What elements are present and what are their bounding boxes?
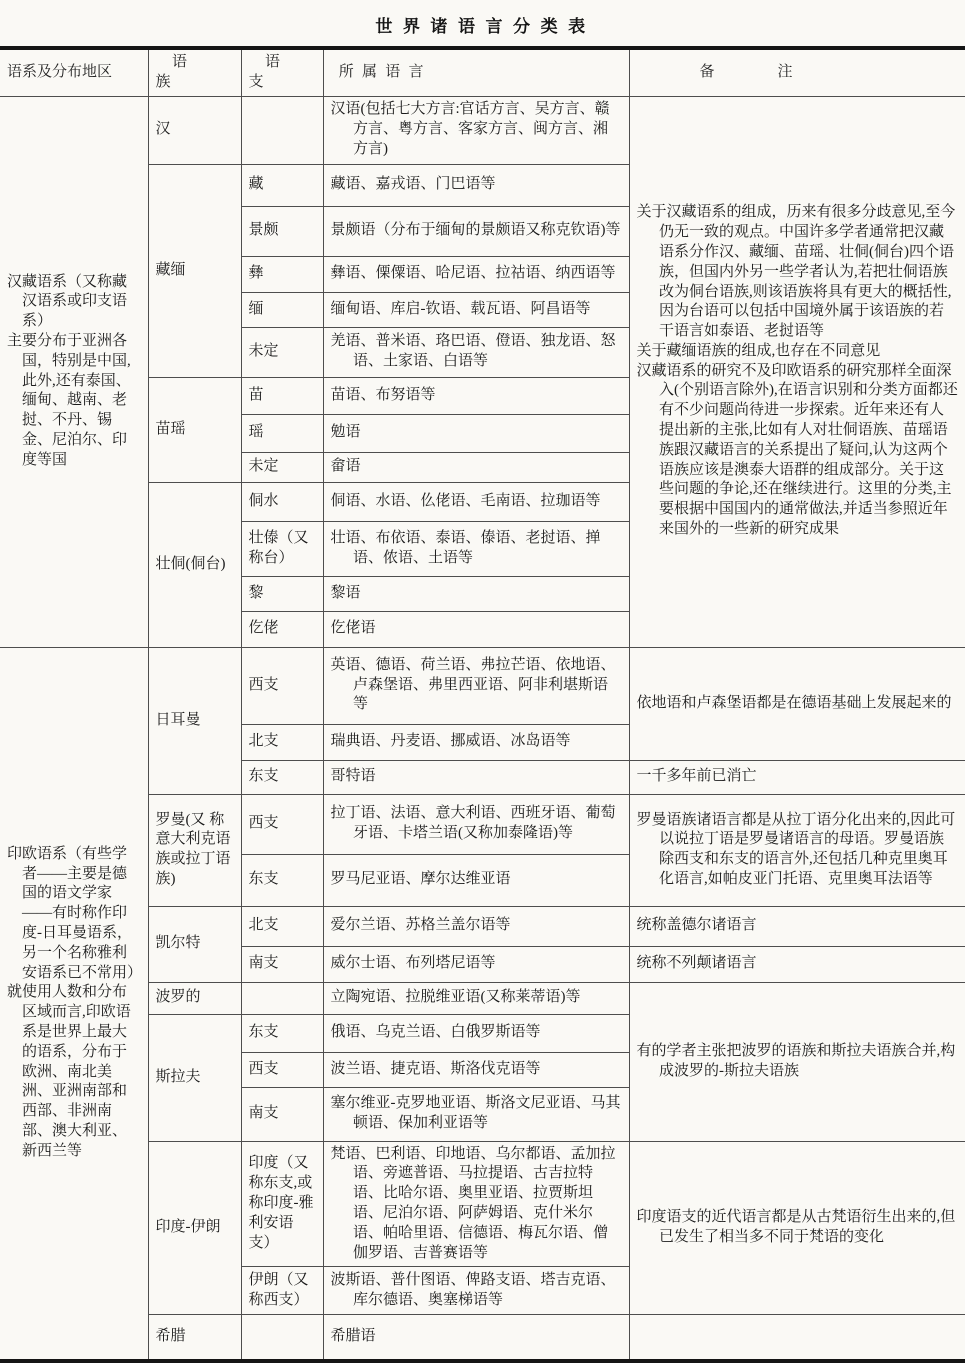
group-germanic: 日耳曼: [148, 647, 241, 794]
header-notes: 备注: [629, 48, 965, 96]
branch-cell: 苗: [241, 377, 323, 414]
table-row: [0, 96, 965, 164]
branch-cell: 景颇: [241, 206, 323, 256]
branch-cell: 北支: [241, 724, 323, 760]
note-cell: [629, 647, 965, 760]
branch-cell: 仡佬: [241, 611, 323, 647]
note-cell: [629, 946, 965, 982]
family-indo-european: [0, 647, 148, 1361]
languages-cell: [323, 452, 629, 482]
page-title: 世界诸语言分类表: [375, 17, 596, 36]
languages-cell: [323, 724, 629, 760]
note-paragraph: 罗曼语族诸语言都是从拉丁语分化出来的,因此可以说拉丁语是罗曼诸语言的母语。罗曼语族除西支和东支的语言外,还包括几种克里奥耳化语言,如帕皮亚门托语、克里奥耳法语等: [636, 811, 956, 887]
languages-text: 威尔士语、布列塔尼语等: [330, 955, 496, 972]
languages-cell: [323, 521, 629, 576]
languages-text: 英语、德语、荷兰语、弗拉芒语、依地语、卢森堡语、弗里西亚语、阿非利堪斯语等: [330, 656, 616, 713]
languages-cell: [323, 647, 629, 724]
branch-cell: 南支: [241, 1087, 323, 1141]
note-cell: [629, 1315, 965, 1361]
branch-cell: 未定: [241, 452, 323, 482]
note-paragraph: 有的学者主张把波罗的语族和斯拉夫语族合并,构成波罗的-斯拉夫语族: [636, 1042, 956, 1079]
note-cell: [629, 760, 965, 794]
languages-text: 塞尔维亚-克罗地亚语、斯洛文尼亚语、马其顿语、保加利亚语等: [330, 1095, 621, 1132]
branch-cell: 瑶: [241, 414, 323, 452]
note-cell-sino-tibetan: [629, 96, 965, 647]
languages-text: 羌语、普米语、珞巴语、僜语、独龙语、怒语、土家语、白语等: [330, 333, 616, 370]
languages-cell: [323, 1087, 629, 1141]
languages-text: 立陶宛语、拉脱维亚语(又称莱蒂语)等: [330, 989, 581, 1006]
languages-text: 苗语、布努语等: [330, 386, 436, 403]
group-celtic: 凯尔特: [148, 906, 241, 982]
note-paragraph: 一千多年前已消亡: [636, 768, 757, 785]
group-miao-yao: 苗瑶: [148, 377, 241, 482]
header-branch: 语支: [241, 48, 323, 96]
languages-cell: [323, 206, 629, 256]
branch-cell: 印度（又称东支,或称印度-雅利安语支）: [241, 1141, 323, 1267]
languages-text: 彝语、傈僳语、哈尼语、拉祜语、纳西语等: [330, 265, 616, 282]
languages-cell: [323, 1267, 629, 1315]
languages-cell: [323, 906, 629, 946]
languages-cell: [323, 292, 629, 327]
family-paragraph: 主要分布于亚洲各国，特别是中国,此外,还有泰国、缅甸、越南、老挝、不丹、锡金、尼泊尔、印度等国: [7, 333, 131, 468]
languages-cell: [323, 982, 629, 1014]
note-paragraph: 依地语和卢森堡语都是在德语基础上发展起来的: [636, 694, 952, 711]
languages-text: 希腊语: [330, 1328, 376, 1345]
languages-cell: [323, 96, 629, 164]
note-paragraph: 汉藏语系的研究不及印欧语系的研究那样全面深入(个别语言除外),在语言识别和分类方面都还有不少问题尚待进一步探索。近年来还有人提出新的主张,比如有人对壮侗语族、苗瑶语族跟汉藏语言的关系提出了疑问,认为这两个语族应该是澳泰大语群的组成部分。关于这些问题的争论,还在继续进行。这里的分类,主要根据中国国内的通常做法,并适当参照近年来国外的一些新的研究成果: [636, 362, 958, 538]
branch-cell: 东支: [241, 760, 323, 794]
languages-cell: [323, 164, 629, 206]
branch-cell: 侗水: [241, 482, 323, 521]
languages-text: 拉丁语、法语、意大利语、西班牙语、葡萄牙语、卡塔兰语(又称加泰隆语)等: [330, 805, 616, 842]
branch-cell: [241, 982, 323, 1014]
languages-cell: [323, 854, 629, 906]
languages-text: 梵语、巴利语、印地语、乌尔都语、孟加拉语、旁遮普语、马拉提语、古吉拉特语、比哈尔语、奥里亚语、拉贾斯坦语、尼泊尔语、阿萨姆语、克什米尔语、帕哈里语、信德语、梅瓦尔语、僧伽罗语、吉普赛语等: [330, 1145, 616, 1261]
languages-text: 波斯语、普什图语、俾路支语、塔吉克语、库尔德语、奥塞梯语等: [330, 1272, 616, 1308]
family-paragraph: 印欧语系（有些学者——主要是德国的语文学家——有时称作印度-日耳曼语系，另一个名称雅利安语系已不常用）: [7, 845, 143, 981]
group-indo-iranian: 印度-伊朗: [148, 1141, 241, 1315]
header-family: 语系及分布地区: [0, 48, 148, 96]
branch-cell: 未定: [241, 327, 323, 377]
header-row: [0, 48, 965, 96]
branch-cell: 黎: [241, 576, 323, 611]
languages-text: 景颇语（分布于缅甸的景颇语又称克钦语)等: [330, 222, 621, 239]
branch-cell: 壮傣（又称台）: [241, 521, 323, 576]
languages-text: 畲语: [330, 458, 361, 475]
branch-cell: 彝: [241, 256, 323, 292]
branch-cell: 伊朗（又称西支）: [241, 1267, 323, 1315]
note-cell: [629, 982, 965, 1141]
languages-cell: [323, 794, 629, 854]
languages-cell: [323, 256, 629, 292]
languages-text: 缅甸语、库启-钦语、载瓦语、阿昌语等: [330, 300, 591, 317]
languages-text: 黎语: [330, 584, 361, 601]
languages-text: 壮语、布依语、泰语、傣语、老挝语、掸语、侬语、土语等: [330, 529, 601, 566]
note-cell: [629, 794, 965, 906]
languages-cell: [323, 1315, 629, 1361]
group-slavic: 斯拉夫: [148, 1014, 241, 1141]
languages-cell: [323, 1014, 629, 1052]
languages-text: 罗马尼亚语、摩尔达维亚语: [330, 871, 511, 888]
languages-text: 仡佬语: [330, 620, 376, 637]
note-paragraph: 统称不列颠诸语言: [636, 955, 757, 972]
languages-cell: [323, 760, 629, 794]
note-paragraph: 印度语支的近代语言都是从古梵语衍生出来的,但已发生了相当多不同于梵语的变化: [636, 1209, 956, 1245]
languages-text: 瑞典语、丹麦语、挪威语、冰岛语等: [330, 733, 571, 750]
languages-cell: [323, 611, 629, 647]
branch-cell: 南支: [241, 946, 323, 982]
branch-cell: [241, 96, 323, 164]
group-greek: 希腊: [148, 1315, 241, 1361]
branch-cell: 西支: [241, 1052, 323, 1087]
family-paragraph: 就使用人数和分布区域而言,印欧语系是世界上最大的语系，分布于欧洲、南北美洲、亚洲南部和西部、非洲南部、澳大利亚、新西兰等: [7, 984, 131, 1159]
branch-cell: 西支: [241, 794, 323, 854]
note-paragraph: 关于汉藏语系的组成，历来有很多分歧意见,至今仍无一致的观点。中国许多学者通常把汉藏语系分作汉、藏缅、苗瑶、壮侗(侗台)四个语族，但国内外另一些学者认为,若把壮侗语族改为侗台语族,则该语族将具有更大的概括性,因为台语可以包括中国境外属于该语族的若干语言如泰语、老挝语等: [636, 204, 956, 340]
languages-cell: [323, 1141, 629, 1267]
languages-cell: [323, 1052, 629, 1087]
branch-cell: 东支: [241, 1014, 323, 1052]
header-group: 语族: [148, 48, 241, 96]
family-sino-tibetan: [0, 96, 148, 647]
note-cell: [629, 906, 965, 946]
languages-cell: [323, 946, 629, 982]
languages-text: 勉语: [330, 424, 361, 441]
languages-text: 藏语、嘉戎语、门巴语等: [330, 176, 496, 193]
note-paragraph: 统称盖德尔诸语言: [636, 917, 757, 934]
group-romance: 罗曼(又 称意大利克语族或拉丁语族): [148, 794, 241, 906]
branch-cell: 西支: [241, 647, 323, 724]
group-tibeto-burman: 藏缅: [148, 164, 241, 377]
family-paragraph: 汉藏语系（又称藏汉语系或印支语系）: [7, 273, 128, 330]
table-row: [0, 647, 965, 724]
note-cell: [629, 1141, 965, 1315]
languages-text: 汉语(包括七大方言:官话方言、吴方言、赣方言、粤方言、客家方言、闽方言、湘方言): [330, 101, 610, 157]
classification-table: [0, 46, 965, 1363]
group-zhuang-dong: 壮侗(侗台): [148, 482, 241, 647]
group-baltic: 波罗的: [148, 982, 241, 1014]
branch-cell: 藏: [241, 164, 323, 206]
languages-text: 哥特语: [330, 768, 376, 785]
languages-text: 爱尔兰语、苏格兰盖尔语等: [330, 917, 511, 934]
languages-text: 波兰语、捷克语、斯洛伐克语等: [330, 1060, 541, 1077]
languages-cell: [323, 414, 629, 452]
languages-cell: [323, 377, 629, 414]
languages-text: 侗语、水语、仫佬语、毛南语、拉珈语等: [330, 492, 601, 509]
group-han: 汉: [148, 96, 241, 164]
header-languages: 所属语言: [323, 48, 629, 96]
branch-cell: 东支: [241, 854, 323, 906]
branch-cell: 北支: [241, 906, 323, 946]
languages-cell: [323, 576, 629, 611]
branch-cell: [241, 1315, 323, 1361]
languages-cell: [323, 327, 629, 377]
languages-text: 俄语、乌克兰语、白俄罗斯语等: [330, 1024, 541, 1041]
branch-cell: 缅: [241, 292, 323, 327]
languages-cell: [323, 482, 629, 521]
note-paragraph: 关于藏缅语族的组成,也存在不同意见: [636, 342, 881, 359]
